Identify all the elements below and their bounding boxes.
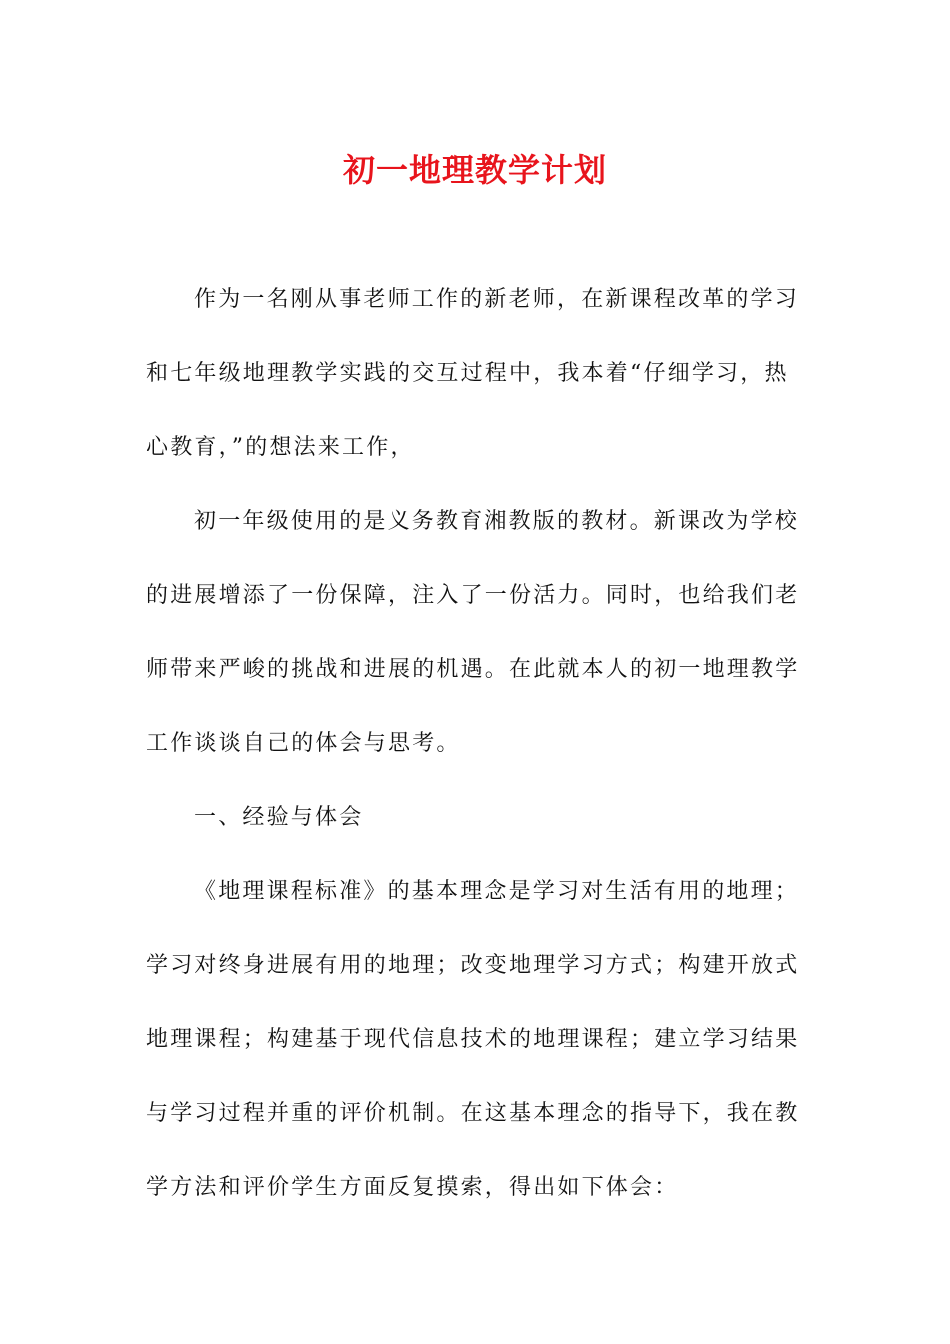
paragraph-line: 初一年级使用的是义务教育湘教版的教材。新课改为学校 — [194, 509, 800, 534]
paragraph-line: 《地理课程标准》的基本理念是学习对生活有用的地理； — [194, 879, 800, 904]
paragraph-line: 工作谈谈自己的体会与思考。 — [146, 731, 461, 756]
document-title: 初一地理教学计划 — [342, 151, 607, 189]
section-heading: 一、经验与体会 — [194, 805, 364, 830]
paragraph-line: 和七年级地理教学实践的交互过程中，我本着“仔细学习，热 — [146, 361, 789, 386]
paragraph-line: 的进展增添了一份保障，注入了一份活力。同时，也给我们老 — [146, 583, 800, 608]
paragraph-line: 心教育，”的想法来工作， — [146, 435, 415, 460]
paragraph-line: 师带来严峻的挑战和进展的机遇。在此就本人的初一地理教学 — [146, 657, 800, 682]
paragraph-line: 地理课程；构建基于现代信息技术的地理课程；建立学习结果 — [146, 1027, 800, 1052]
paragraph-line: 作为一名刚从事老师工作的新老师，在新课程改革的学习 — [194, 287, 800, 312]
paragraph-line: 学方法和评价学生方面反复摸索，得出如下体会： — [146, 1175, 679, 1200]
paragraph-line: 学习对终身进展有用的地理；改变地理学习方式；构建开放式 — [146, 953, 800, 978]
paragraph-line: 与学习过程并重的评价机制。在这基本理念的指导下，我在教 — [146, 1101, 800, 1126]
